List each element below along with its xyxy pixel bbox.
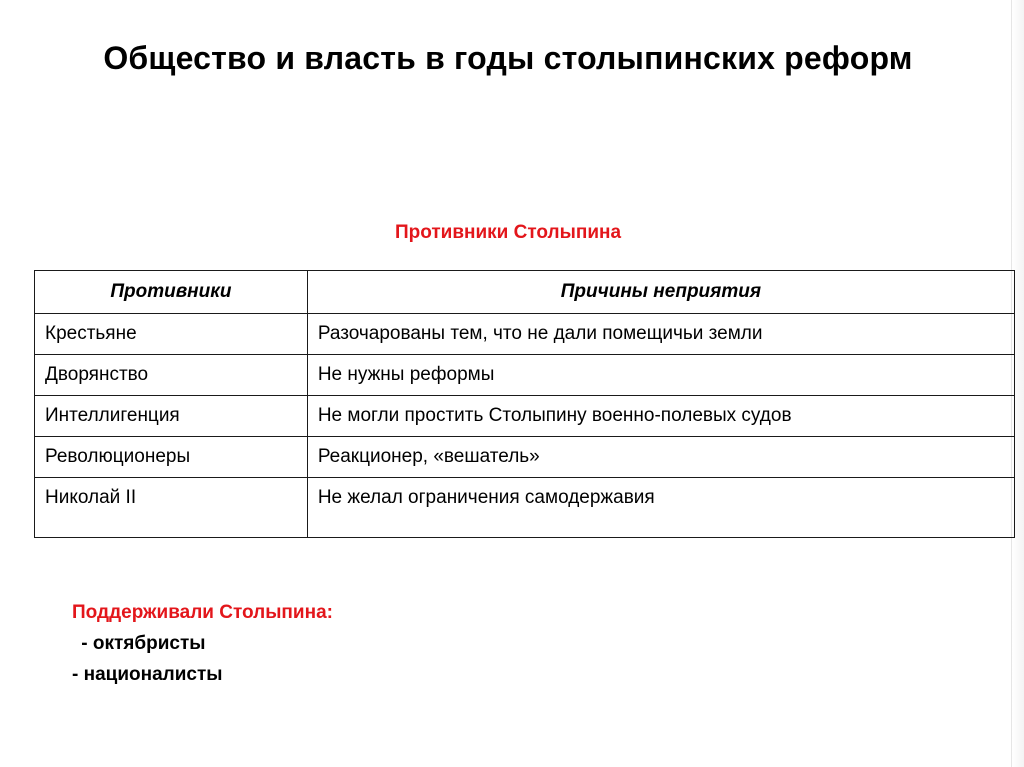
table-caption: Противники Столыпина <box>394 222 622 243</box>
reason-cell: Разочарованы тем, что не дали помещичьи земли <box>307 314 1014 355</box>
opponent-cell: Дворянство <box>35 355 308 396</box>
table-row <box>35 396 1015 437</box>
column-header-reasons: Причины неприятия <box>307 271 1014 314</box>
slide-title: Общество и власть в годы столыпинских реформ <box>103 40 913 76</box>
table-row <box>35 478 1015 538</box>
supporter-item: - октябристы <box>76 633 206 654</box>
opponent-cell: Николай II <box>35 478 308 538</box>
supporters-heading: Поддерживали Столыпина: <box>72 602 333 623</box>
table-row <box>35 355 1015 396</box>
table-header-row <box>35 271 1015 314</box>
supporters-block <box>72 597 333 690</box>
opponent-cell: Революционеры <box>35 437 308 478</box>
opponent-cell: Крестьяне <box>35 314 308 355</box>
reason-cell: Не желал ограничения самодержавия <box>307 478 1014 538</box>
reason-cell: Реакционер, «вешатель» <box>307 437 1014 478</box>
table-row <box>35 314 1015 355</box>
reason-cell: Не могли простить Столыпину военно-полевых судов <box>307 396 1014 437</box>
reason-cell: Не нужны реформы <box>307 355 1014 396</box>
opponents-table <box>34 270 1015 538</box>
column-header-opponents: Противники <box>35 271 308 314</box>
table-row <box>35 437 1015 478</box>
supporter-item: - националисты <box>72 664 223 685</box>
opponent-cell: Интеллигенция <box>35 396 308 437</box>
